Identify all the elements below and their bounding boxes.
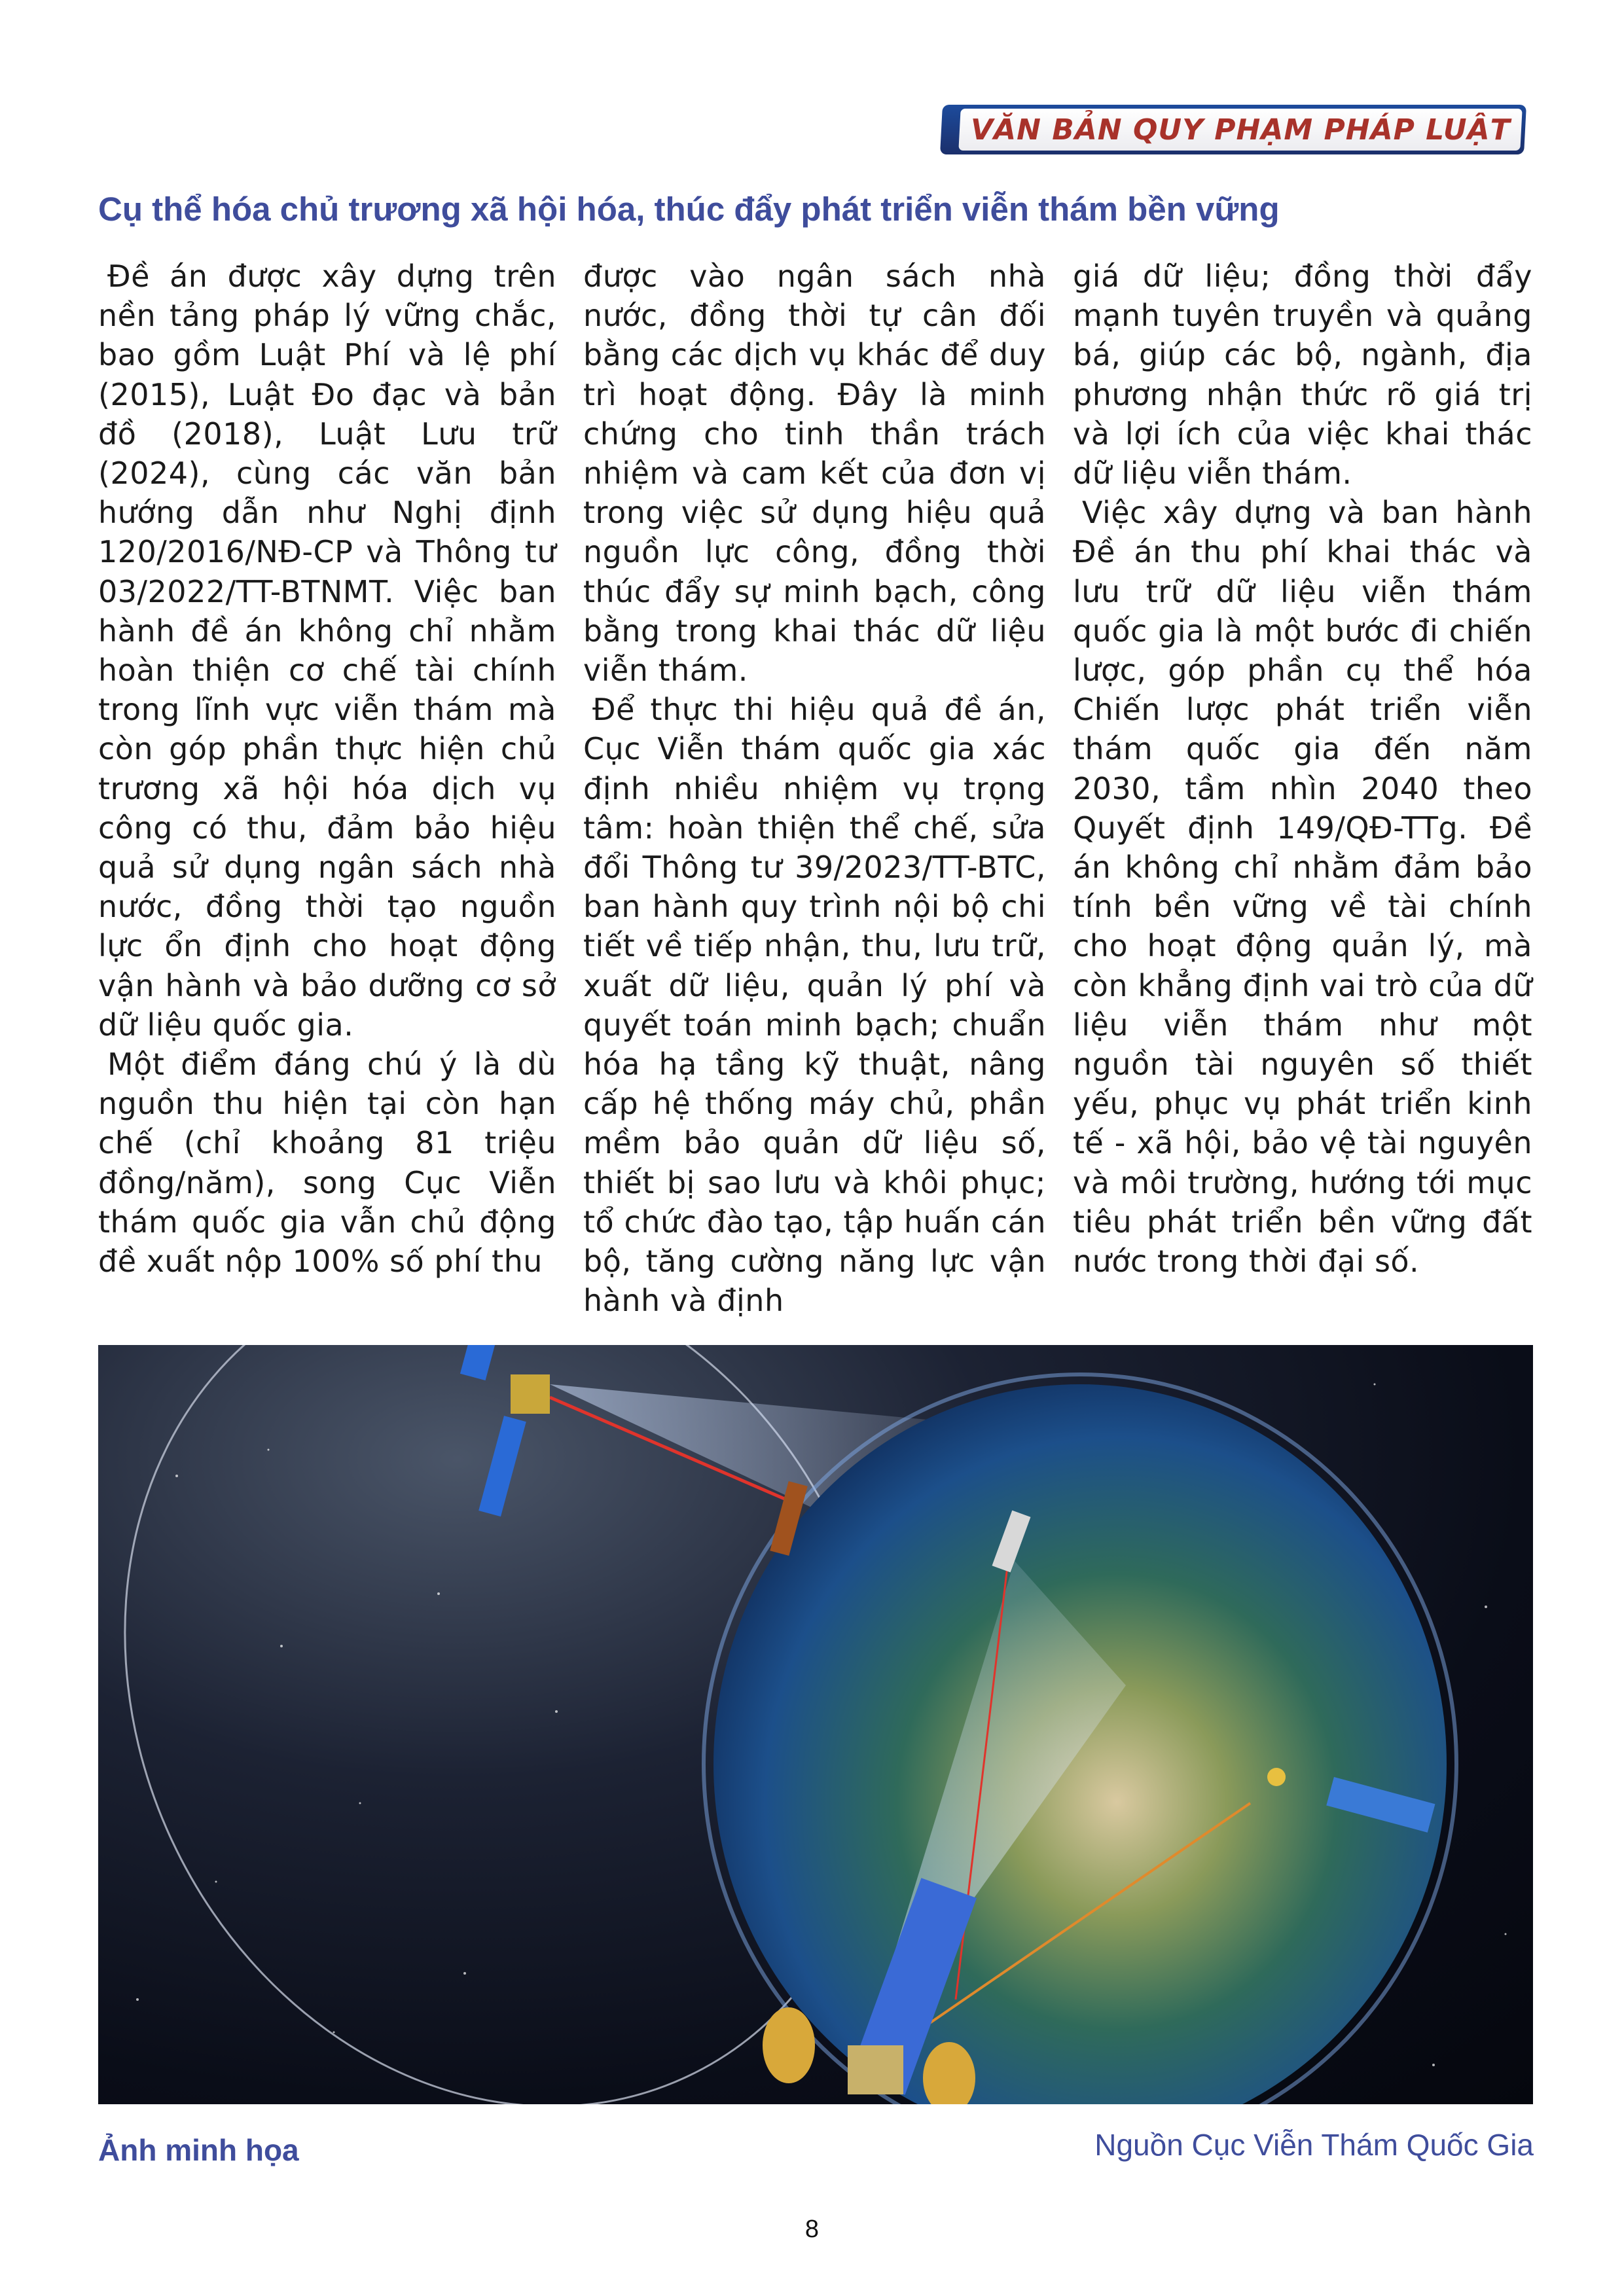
article-title: Cụ thể hóa chủ trương xã hội hóa, thúc đẩy phát triển viễn thám bền vững bbox=[98, 190, 1280, 228]
paragraph-continued: được vào ngân sách nhà nước, đồng thời tự cân đối bằng các dịch vụ khác để duy trì hoạt động. Đây là minh chứng cho tinh thần trách nhiệm và cam kết của đơn vị trong việc sử dụng hiệu quả nguồn lực công, đồng thời thúc đẩy sự minh bạch, công bằng trong khai thác dữ liệu viễn thám. bbox=[583, 259, 1046, 689]
paragraph-continued: giá dữ liệu; đồng thời đẩy mạnh tuyên truyền và quảng bá, giúp các bộ, ngành, địa phương nhận thức rõ giá trị và lợi ích của việc khai thác dữ liệu viễn thám. bbox=[1073, 259, 1532, 492]
paragraph: Một điểm đáng chú ý là dù nguồn thu hiện tại còn hạn chế (chỉ khoảng 81 triệu đồng/năm), song Cục Viễn thám quốc gia vẫn chủ động đề xuất nộp 100% số phí thu bbox=[98, 1047, 556, 1280]
paragraph: Để thực thi hiệu quả đề án, Cục Viễn thám quốc gia xác định nhiều nhiệm vụ trọng tâm: hoàn thiện thể chế, sửa đổi Thông tư 39/2023/TT-BTC, ban hành quy trình nội bộ chi tiết về tiếp nhận, thu, lưu trữ, xuất dữ liệu, quản lý phí và quyết toán minh bạch; chuẩn hóa hạ tầng kỹ thuật, nâng cấp hệ thống máy chủ, phần mềm bảo quản dữ liệu số, thiết bị sao lưu và khôi phục; tổ chức đào tạo, tập huấn cán bộ, tăng cường năng lực vận hành và định bbox=[583, 692, 1046, 1319]
page-number: 8 bbox=[804, 2215, 820, 2243]
section-badge bbox=[940, 105, 1526, 154]
paragraph: Việc xây dựng và ban hành Đề án thu phí khai thác và lưu trữ dữ liệu viễn thám quốc gia là một bước đi chiến lược, góp phần cụ thể hóa Chiến lược phát triển viễn thám quốc gia đến năm 2030, tầm nhìn 2040 theo Quyết định 149/QĐ-TTg. Đề án không chỉ nhằm đảm bảo tính bền vững về tài chính cho hoạt động quản lý, mà còn khẳng định vai trò của dữ liệu viễn thám như một nguồn tài nguyên số thiết yếu, phục vụ phát triển kinh tế - xã hội, bảo vệ tài nguyên và môi trường, hướng tới mục tiêu phát triển bền vững đất nước trong thời đại số. bbox=[1073, 495, 1532, 1280]
section-label: VĂN BẢN QUY PHẠM PHÁP LUẬT bbox=[970, 113, 1511, 147]
column-1 bbox=[98, 257, 556, 1320]
satellite-illustration bbox=[98, 1345, 1533, 2104]
satellite-top-left bbox=[460, 1345, 550, 1516]
article-body bbox=[98, 257, 1533, 1317]
figure-source: Nguồn Cục Viễn Thám Quốc Gia bbox=[1094, 2128, 1534, 2162]
satellite-earth-graphic bbox=[98, 1345, 1533, 2104]
column-3 bbox=[1073, 257, 1532, 1320]
figure-caption: Ảnh minh họa bbox=[98, 2133, 299, 2167]
column-2 bbox=[583, 257, 1046, 1320]
paragraph: Đề án được xây dựng trên nền tảng pháp lý vững chắc, bao gồm Luật Phí và lệ phí (2015), Luật Đo đạc và bản đồ (2018), Luật Lưu trữ (2024), cùng các văn bản hướng dẫn như Nghị định 120/2016/NĐ-CP và Thông tư 03/2022/TT-BTNMT. Việc ban hành đề án không chỉ nhằm hoàn thiện cơ chế tài chính trong lĩnh vực viễn thám mà còn góp phần thực hiện chủ trương xã hội hóa dịch vụ công có thu, đảm bảo hiệu quả sử dụng ngân sách nhà nước, đồng thời tạo nguồn lực ổn định cho hoạt động vận hành và bảo dưỡng cơ sở dữ liệu quốc gia. bbox=[98, 259, 556, 1043]
section-badge-inner bbox=[958, 109, 1522, 151]
